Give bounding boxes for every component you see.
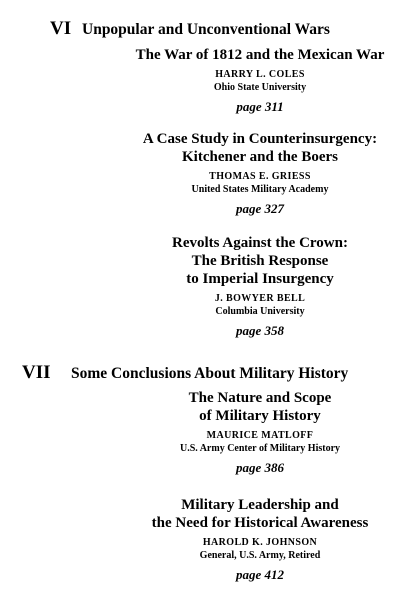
entry-affiliation: General, U.S. Army, Retired	[199, 550, 321, 561]
entry-title-line: to Imperial Insurgency	[186, 271, 334, 287]
entry-title-line: Kitchener and the Boers	[182, 149, 338, 165]
contents-entry	[96, 46, 420, 115]
entry-title-line: A Case Study in Counterinsurgency:	[142, 131, 378, 147]
entry-affiliation: U.S. Army Center of Military History	[179, 443, 341, 454]
entry-title-line: Military Leadership and	[181, 497, 339, 513]
contents-entry	[96, 496, 420, 583]
entry-page: page 327	[235, 201, 285, 216]
entry-title-line: Revolts Against the Crown:	[172, 235, 348, 251]
entry-page: page 386	[235, 460, 285, 475]
part-number: VII	[22, 362, 51, 383]
contents-entry	[96, 234, 420, 339]
contents-entry	[96, 389, 420, 476]
entry-title	[96, 130, 420, 166]
entry-author: MAURICE MATLOFF	[206, 430, 314, 441]
part-number: VI	[50, 18, 72, 39]
entry-title	[96, 234, 420, 288]
entry-title	[96, 496, 420, 532]
entry-title	[96, 46, 420, 64]
entry-title-line: The War of 1812 and the Mexican War	[135, 47, 385, 63]
entry-title	[96, 389, 420, 425]
entry-page: page 311	[236, 99, 284, 114]
entry-affiliation: Columbia University	[215, 306, 305, 317]
entry-author: THOMAS E. GRIESS	[209, 171, 311, 182]
entry-author: HAROLD K. JOHNSON	[202, 537, 318, 548]
entry-page: page 358	[235, 323, 285, 338]
part-title: Unpopular and Unconventional Wars	[82, 21, 330, 38]
entry-title-line: of Military History	[199, 408, 321, 424]
entry-title-line: The British Response	[191, 253, 329, 269]
entry-title-line: the Need for Historical Awareness	[151, 515, 369, 531]
entry-affiliation: United States Military Academy	[191, 184, 329, 195]
contents-entry	[96, 130, 420, 217]
entry-author: J. BOWYER BELL	[214, 293, 306, 304]
entry-title-line: The Nature and Scope	[188, 390, 332, 406]
entry-author: HARRY L. COLES	[215, 69, 305, 80]
part-title: Some Conclusions About Military History	[71, 365, 349, 382]
entry-page: page 412	[235, 567, 285, 582]
entry-affiliation: Ohio State University	[213, 82, 307, 93]
